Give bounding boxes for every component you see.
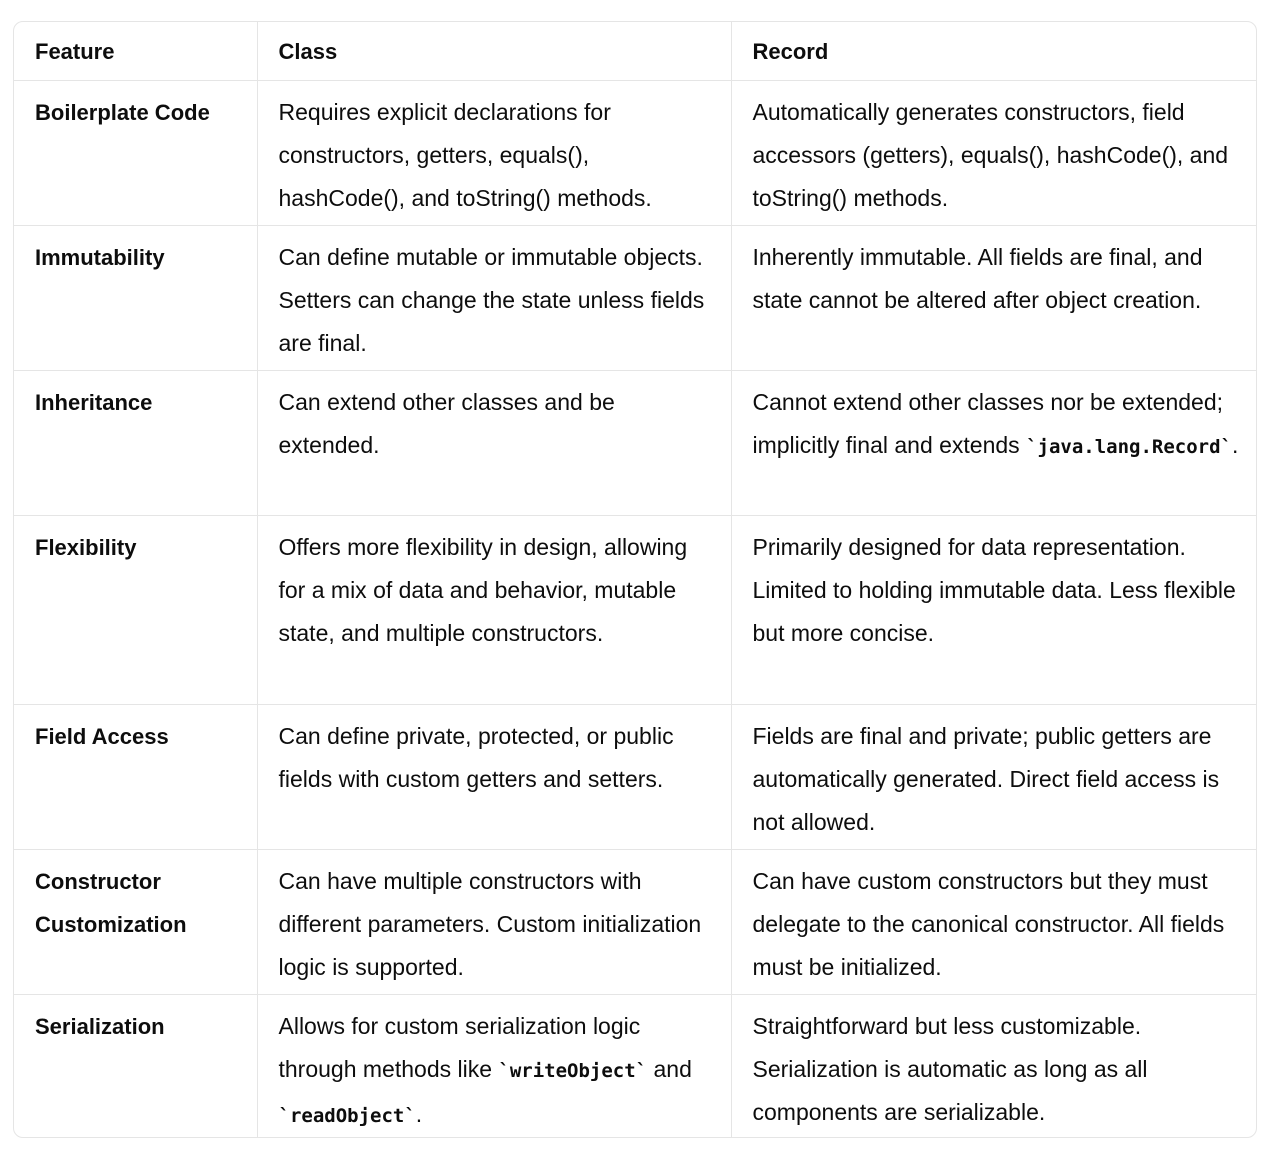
class-text-end: . <box>415 1100 423 1127</box>
table-row <box>14 994 1256 1138</box>
class-vs-record-table <box>14 22 1256 1138</box>
record-text: Cannot extend other classes nor be extended; implicitly final and extends <box>752 388 1224 458</box>
class-cell: Can extend other classes and be extended. <box>257 370 731 515</box>
table-row <box>14 704 1256 849</box>
table-row <box>14 849 1256 994</box>
header-feature: Feature <box>14 22 257 80</box>
feature-cell: Serialization <box>14 994 257 1138</box>
comparison-table-container <box>13 21 1257 1138</box>
class-cell: Can define private, protected, or public fields with custom getters and setters. <box>257 704 731 849</box>
class-cell: Requires explicit declarations for constructors, getters, equals(), hashCode(), and toString() methods. <box>257 80 731 225</box>
class-cell: Can have multiple constructors with different parameters. Custom initialization logic is supported. <box>257 849 731 994</box>
record-cell: Can have custom constructors but they must delegate to the canonical constructor. All fields must be initialized. <box>731 849 1256 994</box>
class-text-mid: and <box>647 1055 692 1082</box>
class-cell <box>257 994 731 1138</box>
record-cell: Inherently immutable. All fields are final, and state cannot be altered after object creation. <box>731 225 1256 370</box>
class-text: Allows for custom serialization logic through methods like <box>278 1012 641 1082</box>
record-cell: Primarily designed for data representation. Limited to holding immutable data. Less flexible but more concise. <box>731 515 1256 704</box>
class-cell: Can define mutable or immutable objects. Setters can change the state unless fields are final. <box>257 225 731 370</box>
record-cell <box>731 370 1256 515</box>
inline-code: `writeObject` <box>498 1059 648 1082</box>
feature-cell: Boilerplate Code <box>14 80 257 225</box>
table-header-row <box>14 22 1256 80</box>
header-class: Class <box>257 22 731 80</box>
record-cell: Fields are final and private; public getters are automatically generated. Direct field access is not allowed. <box>731 704 1256 849</box>
inline-code: `readObject` <box>278 1104 416 1127</box>
feature-cell: Constructor Customization <box>14 849 257 994</box>
header-record: Record <box>731 22 1256 80</box>
feature-cell: Immutability <box>14 225 257 370</box>
feature-cell: Field Access <box>14 704 257 849</box>
inline-code: `java.lang.Record` <box>1026 435 1232 458</box>
table-row <box>14 370 1256 515</box>
record-text-end: . <box>1231 431 1239 458</box>
feature-cell: Flexibility <box>14 515 257 704</box>
record-cell: Straightforward but less customizable. Serialization is automatic as long as all components are serializable. <box>752 1012 1148 1125</box>
table-row <box>14 80 1256 225</box>
feature-cell: Inheritance <box>14 370 257 515</box>
table-row <box>14 225 1256 370</box>
record-cell: Automatically generates constructors, field accessors (getters), equals(), hashCode(), and toString() methods. <box>731 80 1256 225</box>
table-row <box>14 515 1256 704</box>
class-cell: Offers more flexibility in design, allowing for a mix of data and behavior, mutable state, and multiple constructors. <box>257 515 731 704</box>
